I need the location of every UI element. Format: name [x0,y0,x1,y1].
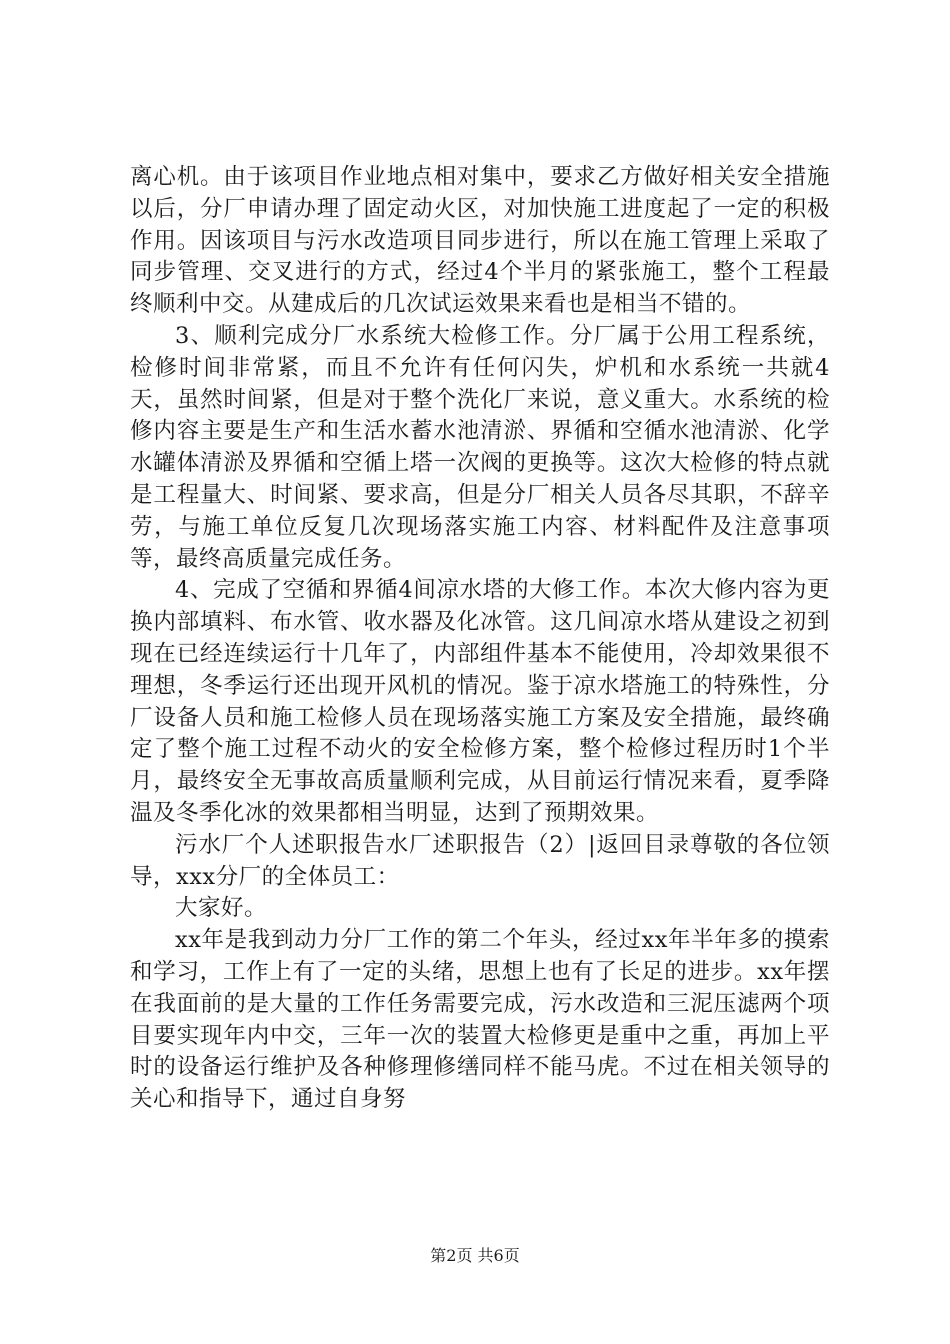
page-number-footer: 第2页 共6页 [430,1246,520,1265]
paragraph-5: 大家好。 [175,895,268,922]
paragraph-3: 4、完成了空循和界循4间凉水塔的大修工作。本次大修内容为更换内部填料、布水管、收水器及化冰管。这几间凉水塔从建设之初到现在已经连续运行十几年了，内部组件基本不能使用，冷却效果很不理想，冬季运行还出现开风机的情况。鉴于凉水塔施工的特殊性，分厂设备人员和施工检修人员在现场落实施工方案及安全措施，最终确定了整个施工过程不动火的安全检修方案，整个检修过程历时1个半月，最终安全无事故高质量顺利完成，从目前运行情况来看，夏季降温及冬季化冰的效果都相当明显，达到了预期效果。 [130,577,830,826]
paragraph-6: xx年是我到动力分厂工作的第二个年头，经过xx年半年多的摸索和学习，工作上有了一定的头绪，思想上也有了长足的进步。xx年摆在我面前的是大量的工作任务需要完成，污水改造和三泥压滤两个项目要实现年内中交，三年一次的装置大检修更是重中之重，再加上平时的设备运行维护及各种修理修缮同样不能马虎。不过在相关领导的关心和指导下，通过自身努 [130,927,830,1113]
paragraph-2: 3、顺利完成分厂水系统大检修工作。分厂属于公用工程系统，检修时间非常紧，而且不允许有任何闪失，炉机和水系统一共就4天，虽然时间紧，但是对于整个洗化厂来说，意义重大。水系统的检修内容主要是生产和生活水蓄水池清淤、界循和空循水池清淤、化学水罐体清淤及界循和空循上塔一次阀的更换等。这次大检修的特点就是工程量大、时间紧、要求高，但是分厂相关人员各尽其职，不辞辛劳，与施工单位反复几次现场落实施工内容、材料配件及注意事项等，最终高质量完成任务。 [130,322,830,572]
paragraph-4: 污水厂个人述职报告水厂述职报告（2）|返回目录尊敬的各位领导，xxx分厂的全体员工： [130,831,830,890]
document-body [130,162,830,1116]
paragraph-1: 离心机。由于该项目作业地点相对集中，要求乙方做好相关安全措施以后，分厂申请办理了固定动火区，对加快施工进度起了一定的积极作用。因该项目与污水改造项目同步进行，所以在施工管理上采取了同步管理、交叉进行的方式，经过4个半月的紧张施工，整个工程最终顺利中交。从建成后的几次试运效果来看也是相当不错的。 [130,164,830,318]
